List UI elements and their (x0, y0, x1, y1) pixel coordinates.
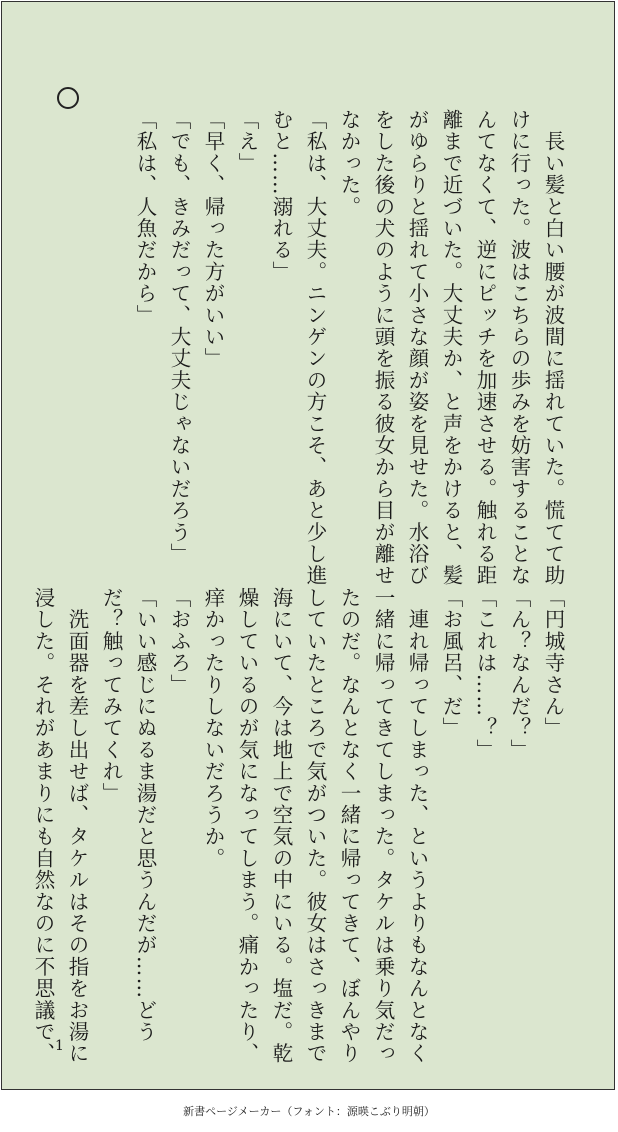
text-column: 一緒に帰ってきてしまった。タケルは乗り気だっ (371, 587, 395, 1065)
text-column: 「円城寺さん」 (541, 587, 565, 739)
text-column: けに行った。波はこちらの歩みを妨害することな (507, 109, 531, 587)
text-column: 浸した。それがあまりにも自然なのに不思議で、 (31, 587, 55, 1065)
text-column: をした後の犬のように頭を振る彼女から目が離せ (371, 109, 395, 587)
text-column: していたところで気がついた。彼女はさっきまで (303, 587, 327, 1065)
text-column: 洗面器を差し出せば、タケルはその指をお湯に (65, 587, 89, 1065)
text-column: 「え」 (235, 109, 259, 175)
text-column: 長い髪と白い腰が波間に揺れていた。慌てて助 (541, 109, 565, 587)
text-column: 「いい感じにぬるま湯だと思うんだが……どう (133, 587, 157, 1043)
text-column: 連れ帰ってしまった、というよりもなんとなく (405, 587, 429, 1065)
text-column: 「おふろ」 (167, 587, 191, 696)
text-column: だ？触ってみてくれ」 (99, 587, 123, 804)
text-column: 離まで近づいた。大丈夫か、と声をかけると、髪 (439, 109, 463, 587)
text-column: むと……溺れる」 (269, 109, 293, 283)
text-column: 「でも、きみだって、大丈夫じゃないだろう」 (167, 109, 191, 565)
text-column: 「早く、帰った方がいい」 (201, 109, 225, 370)
text-column: 痒かったりしないだろうか。 (201, 587, 225, 870)
text-column: 燥しているのが気になってしまう。痛かったり、 (235, 587, 259, 1065)
text-column: 「ん？なんだ？」 (507, 587, 531, 761)
text-column: 「これは……？」 (473, 587, 497, 761)
text-column: 「私は、人魚だから」 (133, 109, 157, 326)
text-column: がゆらりと揺れて小さな顔が姿を見せた。水浴び (405, 109, 429, 587)
text-column: 海にいて、今は地上で空気の中にいる。塩だ。乾 (269, 587, 293, 1065)
text-column: 「私は、大丈夫。ニンゲンの方こそ、あと少し進 (303, 109, 327, 587)
section-marker-circle (57, 87, 79, 109)
text-column: 「お風呂、だ」 (439, 587, 463, 739)
manuscript-page (1, 1, 615, 1090)
text-column: たのだ。なんとなく一緒に帰ってきて、ぼんやり (337, 587, 361, 1065)
page-number: 1 (55, 1038, 64, 1054)
footer-caption: 新書ページメーカー（フォント：源暎こぶり明朝） (183, 1105, 435, 1118)
text-column: なかった。 (337, 109, 361, 218)
text-column: んてなくて、逆にピッチを加速させる。触れる距 (473, 109, 497, 587)
